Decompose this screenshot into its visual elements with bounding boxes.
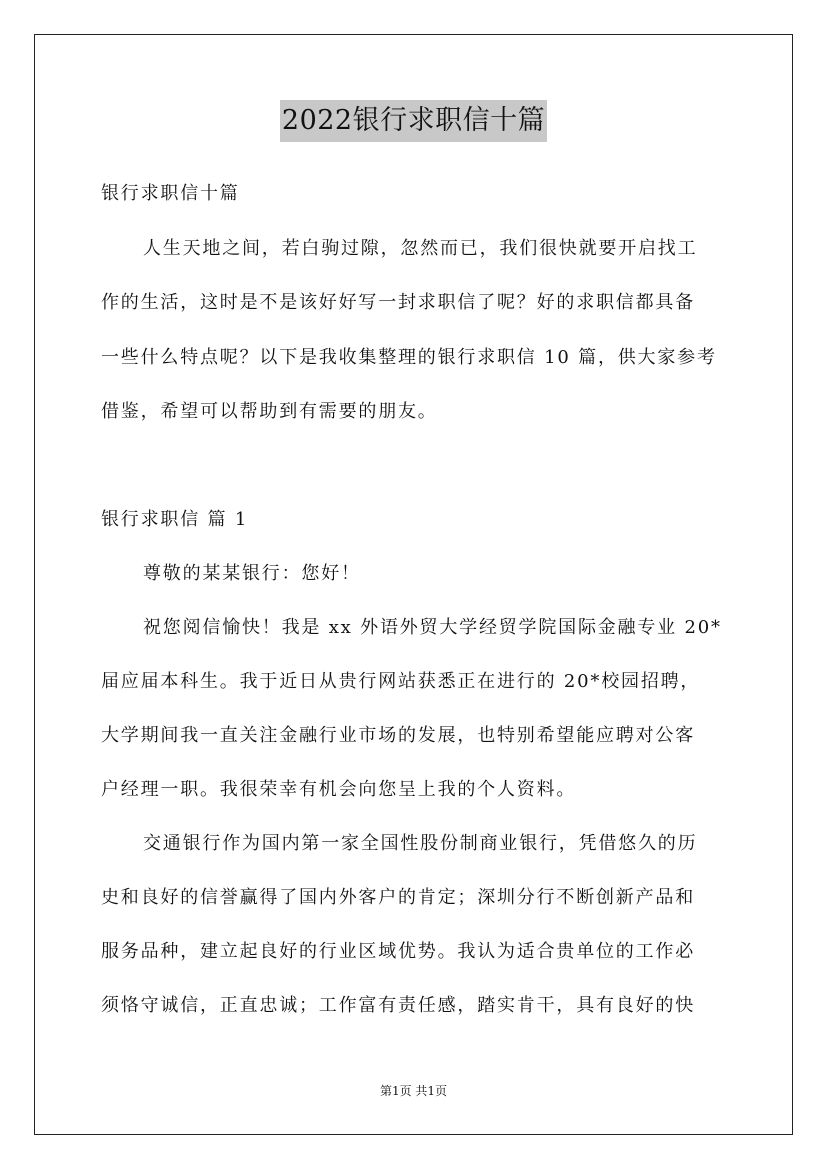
paragraph-line: 作的生活，这时是不是该好好写一封求职信了呢？好的求职信都具备 (101, 292, 695, 313)
document-title: 2022银行求职信十篇 (280, 100, 547, 142)
paragraph-line: 户经理一职。我很荣幸有机会向您呈上我的个人资料。 (101, 779, 577, 800)
title-container (0, 100, 827, 142)
paragraph-line: 届应届本科生。我于近日从贵行网站获悉正在进行的 20*校园招聘， (101, 671, 701, 692)
paragraph-line: 交通银行作为国内第一家全国性股份制商业银行，凭借悠久的历 (143, 833, 698, 854)
page-number-footer: 第1页 共1页 (379, 1084, 448, 1098)
paragraph-line: 人生天地之间，若白驹过隙，忽然而已，我们很快就要开启找工 (143, 238, 698, 259)
section-heading: 银行求职信 篇 1 (101, 509, 249, 530)
paragraph-line: 一些什么特点呢？以下是我收集整理的银行求职信 10 篇，供大家参考 (101, 347, 717, 368)
paragraph-line: 大学期间我一直关注金融行业市场的发展，也特别希望能应聘对公客 (101, 725, 695, 746)
paragraph-line: 史和良好的信誉赢得了国内外客户的肯定；深圳分行不断创新产品和 (101, 887, 695, 908)
salutation-line: 尊敬的某某银行：您好！ (143, 563, 361, 584)
paragraph-line: 借鉴，希望可以帮助到有需要的朋友。 (101, 401, 438, 422)
paragraph-line: 服务品种，建立起良好的行业区域优势。我认为适合贵单位的工作必 (101, 941, 695, 962)
paragraph-line: 须恪守诚信，正直忠诚；工作富有责任感，踏实肯干，具有良好的快 (101, 995, 695, 1016)
subtitle-line: 银行求职信十篇 (101, 183, 240, 204)
paragraph-line: 祝您阅信愉快！我是 xx 外语外贸大学经贸学院国际金融专业 20* (143, 617, 722, 638)
